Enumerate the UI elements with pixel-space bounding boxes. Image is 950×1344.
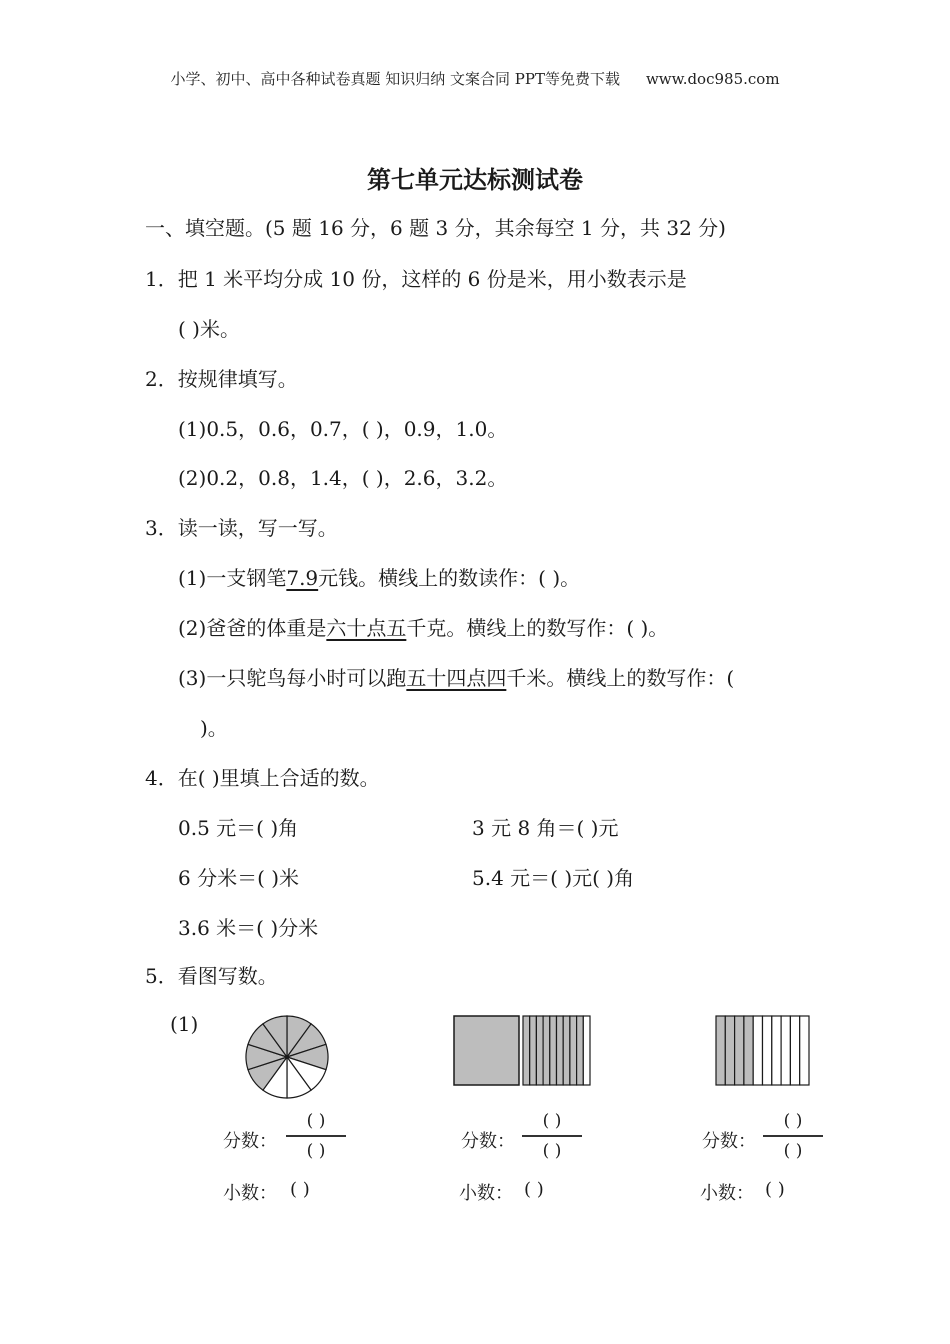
numerator-blank: ( )	[542, 1111, 562, 1131]
numerator-blank: ( )	[783, 1111, 803, 1131]
fraction-label-3: 分数：	[702, 1131, 756, 1152]
strip-cell	[570, 1016, 577, 1085]
bar-cell	[800, 1016, 809, 1085]
denominator-blank: ( )	[783, 1140, 803, 1161]
q3-p2-pre: (2)爸爸的体重是	[178, 616, 327, 640]
bars-figure	[716, 1016, 809, 1085]
strip-cell	[543, 1016, 550, 1085]
q3-p2-post: 千克。横线上的数写作：( )。	[406, 616, 669, 640]
strip-cell	[563, 1016, 570, 1085]
header-url: www.doc985.com	[645, 70, 780, 88]
fraction-bar	[763, 1135, 823, 1137]
q5-stem: 5．看图写数。	[145, 964, 278, 988]
q3-p1-post: 元钱。横线上的数读作：( )。	[318, 566, 581, 590]
page-title: 第七单元达标测试卷	[367, 165, 583, 194]
strip-cell	[536, 1016, 543, 1085]
q3-p1-pre: (1)一支钢笔	[178, 566, 287, 590]
q4-item-b: 3 元 8 角＝( )元	[472, 816, 619, 840]
q3-p2-underlined: 六十点五	[326, 616, 407, 640]
q3-part3-cont: )。	[200, 716, 228, 740]
strip-cell	[577, 1016, 584, 1085]
decimal-label-2: 小数：	[459, 1183, 513, 1204]
strip-cell	[583, 1016, 590, 1085]
strip-cell	[530, 1016, 537, 1085]
q3-p3-post: 千米。横线上的数写作：(	[506, 666, 735, 690]
q4-item-c: 6 分米＝( )米	[178, 866, 300, 890]
fraction-blank-3	[763, 1111, 823, 1161]
bar-cell	[753, 1016, 762, 1085]
bar-cell	[735, 1016, 744, 1085]
fraction-label-2: 分数：	[461, 1131, 515, 1152]
q3-stem: 3．读一读，写一写。	[145, 516, 338, 540]
bar-cell	[790, 1016, 799, 1085]
bar-cell	[763, 1016, 772, 1085]
fraction-label-1: 分数：	[223, 1131, 277, 1152]
q2-stem: 2．按规律填写。	[145, 367, 298, 391]
pie-figure	[246, 1016, 328, 1098]
numerator-blank: ( )	[306, 1111, 326, 1131]
bar-cell	[725, 1016, 734, 1085]
q2-part1: (1)0.5，0.6，0.7，( )，0.9，1.0。	[178, 417, 508, 441]
bar-cell	[744, 1016, 753, 1085]
q3-p3-underlined: 五十四点四	[406, 666, 507, 690]
q2-part2: (2)0.2，0.8，1.4，( )，2.6，3.2。	[178, 466, 508, 490]
q4-item-e: 3.6 米＝( )分米	[178, 916, 319, 940]
bar-cell	[781, 1016, 790, 1085]
strip-figure	[454, 1016, 590, 1085]
strip-cell	[557, 1016, 564, 1085]
q4-item-a: 0.5 元＝( )角	[178, 816, 299, 840]
fraction-blank-2	[522, 1111, 582, 1161]
strip-cell	[550, 1016, 557, 1085]
q5-sub-label: (1)	[170, 1012, 199, 1036]
q4-stem: 4．在( )里填上合适的数。	[145, 766, 380, 790]
fraction-bar	[522, 1135, 582, 1137]
section-heading: 一、填空题。(5 题 16 分，6 题 3 分，其余每空 1 分，共 32 分)	[145, 216, 726, 240]
decimal-blank-1: ( )	[290, 1179, 310, 1200]
bar-cell	[772, 1016, 781, 1085]
denominator-blank: ( )	[306, 1140, 326, 1161]
decimal-label-1: 小数：	[223, 1183, 277, 1204]
q1-line1: 1．把 1 米平均分成 10 份，这样的 6 份是米，用小数表示是	[145, 267, 687, 291]
bar-cell	[716, 1016, 725, 1085]
decimal-blank-2: ( )	[524, 1179, 544, 1200]
strip-cell	[523, 1016, 530, 1085]
decimal-label-3: 小数：	[700, 1183, 754, 1204]
fraction-blank-1	[286, 1111, 346, 1161]
whole-square	[454, 1016, 519, 1085]
denominator-blank: ( )	[542, 1140, 562, 1161]
q3-p3-pre: (3)一只鸵鸟每小时可以跑	[178, 666, 407, 690]
q4-item-d: 5.4 元＝( )元( )角	[472, 866, 635, 890]
q1-line2: ( )米。	[178, 317, 240, 341]
decimal-blank-3: ( )	[765, 1179, 785, 1200]
fraction-bar	[286, 1135, 346, 1137]
header-left: 小学、初中、高中各种试卷真题 知识归纳 文案合同 PPT等免费下载	[170, 70, 620, 88]
q3-p1-underlined: 7.9	[286, 566, 319, 590]
